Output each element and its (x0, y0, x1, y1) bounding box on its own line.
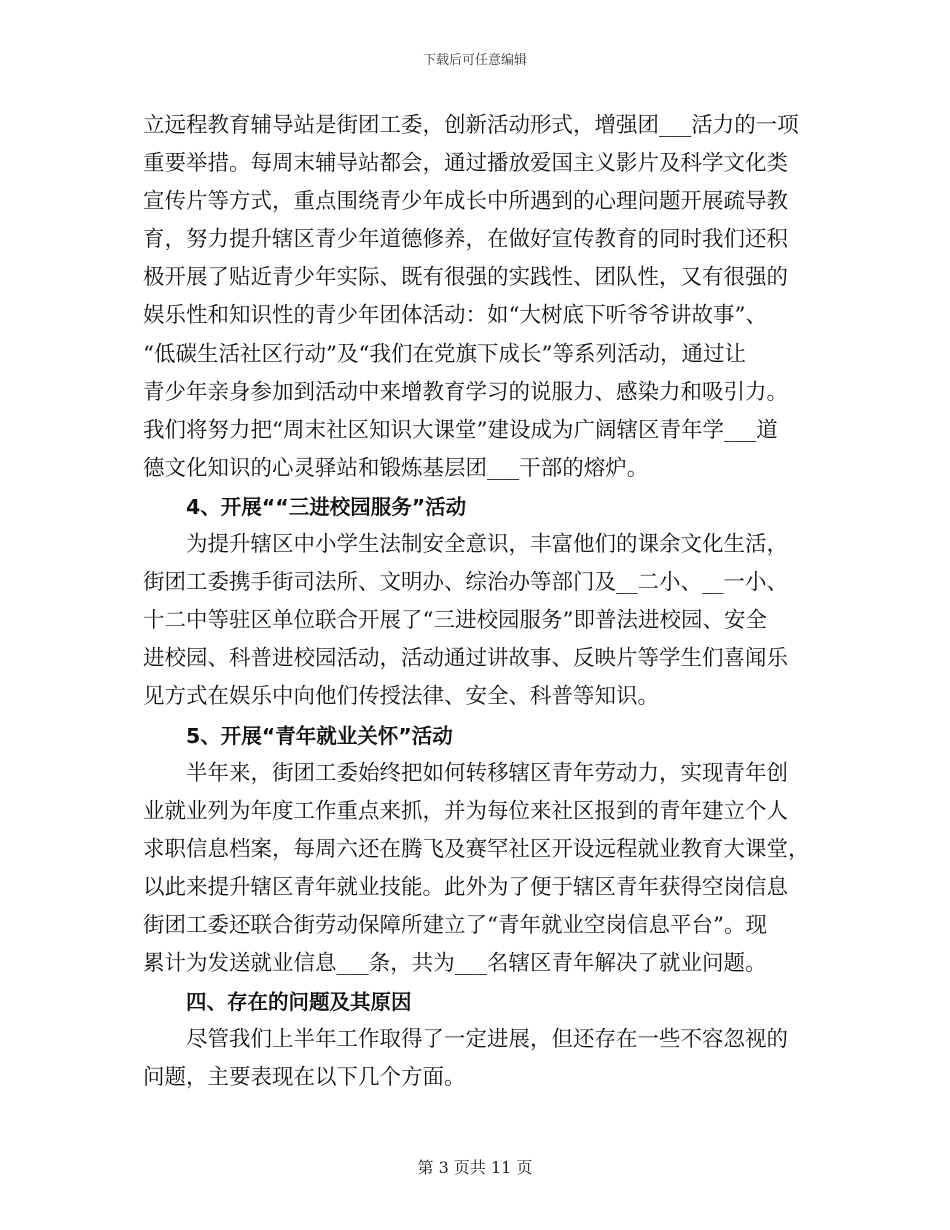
paragraph-line: “低碳生活社区行动”及“我们在党旗下成长”等系列活动，通过让 (143, 341, 746, 367)
paragraph-line: 育，努力提升辖区青少年道德修养，在做好宣传教育的同时我们还积 (143, 227, 789, 253)
document-body (143, 107, 813, 1097)
paragraph-line: 见方式在娱乐中向他们传授法律、安全、科普等知识。 (143, 684, 660, 710)
paragraph-line: 十二中等驻区单位联合开展了“三进校园服务”即普法进校园、安全 (143, 608, 767, 634)
paragraph-line: 街团工委携手街司法所、文明办、综治办等部门及__二小、__一小、 (143, 570, 789, 596)
paragraph-line: 德文化知识的心灵驿站和锻炼基层团___干部的熔炉。 (143, 455, 649, 481)
section-heading: 4、开展““三进校园服务”活动 (186, 494, 467, 519)
paragraph-line: 我们将努力把“周末社区知识大课堂”建设成为广阔辖区青年学___道 (143, 417, 778, 443)
paragraph-line: 进校园、科普进校园活动，活动通过讲故事、反映片等学生们喜闻乐 (143, 646, 789, 672)
section-heading: 5、开展“青年就业关怀”活动 (186, 723, 453, 748)
paragraph-line: 业就业列为年度工作重点来抓，并为每位来社区报到的青年建立个人 (143, 798, 789, 824)
paragraph-line: 娱乐性和知识性的青少年团体活动：如“大树底下听爷爷讲故事”、 (143, 303, 767, 329)
page-header: 下载后可任意编辑 (422, 53, 527, 68)
paragraph-line: 问题，主要表现在以下几个方面。 (143, 1065, 466, 1091)
paragraph-line: 尽管我们上半年工作取得了一定进展，但还存在一些不容忽视的 (186, 1027, 789, 1053)
paragraph-line: 累计为发送就业信息___条，共为___名辖区青年解决了就业问题。 (143, 951, 767, 977)
paragraph-line: 求职信息档案，每周六还在腾飞及赛罕社区开设远程就业教育大课堂， (143, 836, 810, 862)
paragraph-line: 重要举措。每周末辅导站都会，通过播放爱国主义影片及科学文化类 (143, 151, 789, 177)
section-heading: 四、存在的问题及其原因 (186, 990, 412, 1015)
paragraph-line: 青少年亲身参加到活动中来增教育学习的说服力、感染力和吸引力。 (143, 379, 789, 405)
paragraph-line: 宣传片等方式，重点围绕青少年成长中所遇到的心理问题开展疏导教 (143, 189, 789, 215)
page-number-footer: 第 3 页共 11 页 (417, 1158, 533, 1177)
paragraph-line: 极开展了贴近青少年实际、既有很强的实践性、团队性，又有很强的 (143, 265, 789, 291)
paragraph-line: 半年来，街团工委始终把如何转移辖区青年劳动力，实现青年创 (186, 760, 789, 786)
paragraph-line: 立远程教育辅导站是街团工委，创新活动形式，增强团___活力的一项 (143, 113, 799, 138)
paragraph-line: 以此来提升辖区青年就业技能。此外为了便于辖区青年获得空岗信息 (143, 874, 789, 900)
paragraph-line: 街团工委还联合街劳动保障所建立了“青年就业空岗信息平台”。现 (143, 912, 767, 938)
paragraph-line: 为提升辖区中小学生法制安全意识，丰富他们的课余文化生活， (186, 532, 789, 558)
